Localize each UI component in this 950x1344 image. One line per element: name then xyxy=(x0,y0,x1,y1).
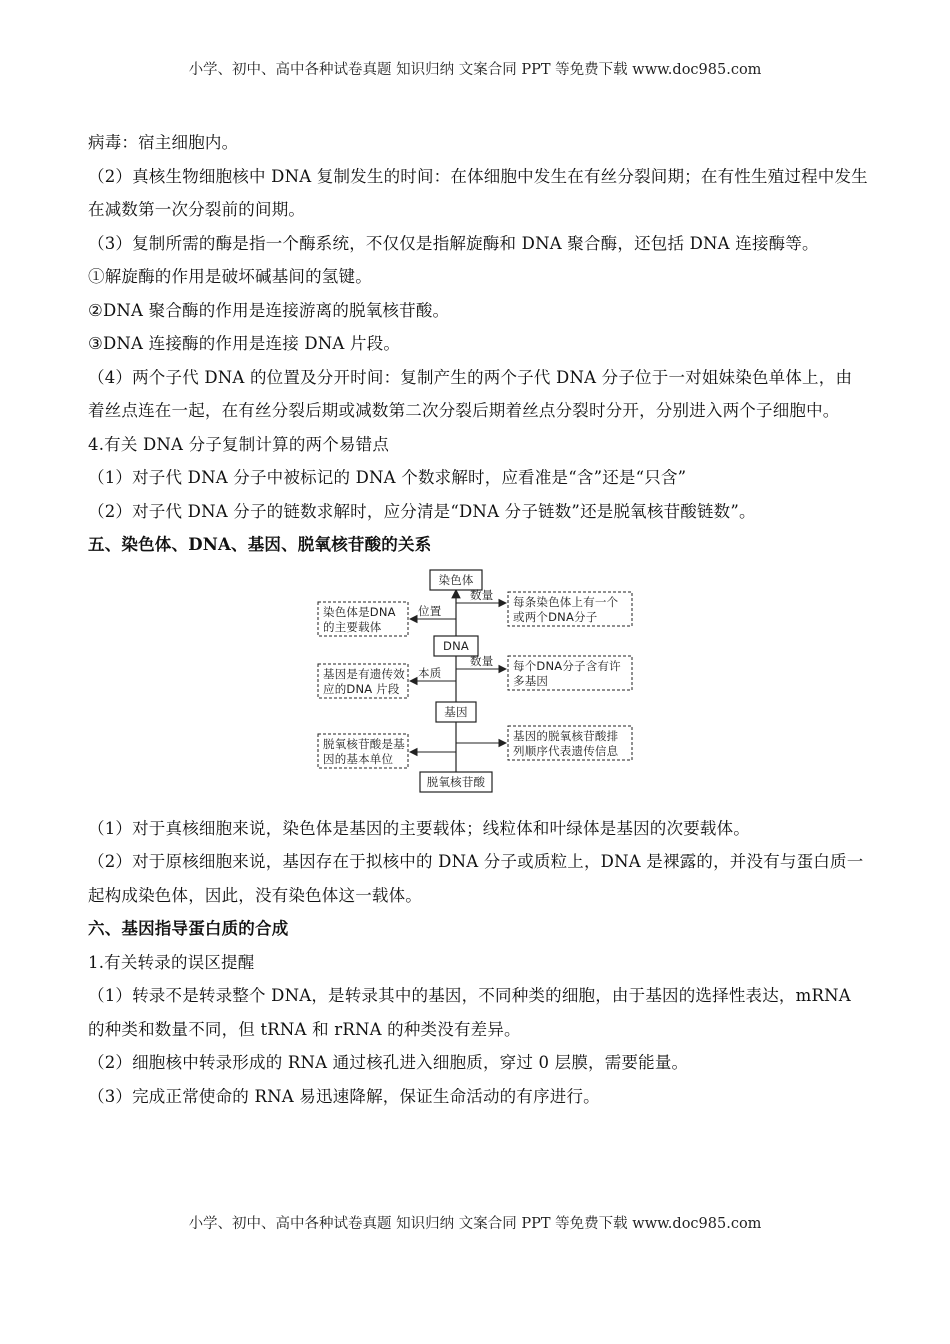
left-box-3-line-2: 因的基本单位 xyxy=(323,751,394,766)
left-box-1-line-1: 染色体是DNA xyxy=(323,604,396,619)
nucleotide-label: 脱氧核苷酸 xyxy=(426,774,486,789)
paragraph: 4.有关 DNA 分子复制计算的两个易错点 xyxy=(88,434,390,454)
section-heading-5: 五、染色体、DNA、基因、脱氧核苷酸的关系 xyxy=(88,535,432,554)
left-box-3-line-1: 脱氧核苷酸是基 xyxy=(323,736,405,751)
quantity-label-2: 数量 xyxy=(470,653,494,668)
paragraph: （2）真核生物细胞核中 DNA 复制发生的时间：在体细胞中发生在有丝分裂间期；在有性生殖过程中发生在减数第一次分裂前的间期。 xyxy=(88,166,868,219)
page-header: 小学、初中、高中各种试卷真题 知识归纳 文案合同 PPT 等免费下载 www.doc985.com xyxy=(188,62,762,78)
paragraph: （2）对于原核细胞来说，基因存在于拟核中的 DNA 分子或质粒上，DNA 是裸露的，并没有与蛋白质一起构成染色体，因此，没有染色体这一载体。 xyxy=(88,852,864,905)
paragraph: （3）完成正常使命的 RNA 易迅速降解，保证生命活动的有序进行。 xyxy=(88,1086,600,1106)
right-box-2-line-1: 每个DNA分子含有许 xyxy=(513,658,621,673)
quantity-label-1: 数量 xyxy=(470,587,494,602)
paragraph: （3）复制所需的酶是指一个酶系统，不仅仅是指解旋酶和 DNA 聚合酶，还包括 DNA 连接酶等。 xyxy=(88,233,819,253)
left-box-1-line-2: 的主要载体 xyxy=(323,619,382,634)
essence-label: 本质 xyxy=(418,665,442,680)
left-box-2-line-2: 应的DNA 片段 xyxy=(323,681,400,696)
document-body xyxy=(88,126,868,1113)
diagram-svg xyxy=(314,566,644,798)
section-heading-6: 六、基因指导蛋白质的合成 xyxy=(88,919,289,938)
paragraph: 1.有关转录的误区提醒 xyxy=(88,952,255,972)
right-box-1-line-2: 或两个DNA分子 xyxy=(513,609,598,624)
left-box-2-line-1: 基因是有遗传效 xyxy=(323,666,405,681)
paragraph: （1）对于真核细胞来说，染色体是基因的主要载体；线粒体和叶绿体是基因的次要载体。 xyxy=(88,818,750,838)
relationship-diagram xyxy=(88,566,868,806)
position-label: 位置 xyxy=(418,603,442,618)
right-box-2-line-2: 多基因 xyxy=(513,673,549,688)
page-footer: 小学、初中、高中各种试卷真题 知识归纳 文案合同 PPT 等免费下载 www.doc985.com xyxy=(188,1216,762,1232)
gene-label: 基因 xyxy=(444,704,468,719)
paragraph: （2）对子代 DNA 分子的链数求解时，应分清是“DNA 分子链数”还是脱氧核苷酸链数”。 xyxy=(88,501,756,521)
paragraph: （2）细胞核中转录形成的 RNA 通过核孔进入细胞质，穿过 0 层膜，需要能量。 xyxy=(88,1053,689,1072)
paragraph: 病毒：宿主细胞内。 xyxy=(88,133,239,152)
paragraph: （1）转录不是转录整个 DNA，是转录其中的基因，不同种类的细胞，由于基因的选择性表达，mRNA 的种类和数量不同，但 tRNA 和 rRNA 的种类没有差异。 xyxy=(88,986,851,1039)
right-box-3-line-2: 列顺序代表遗传信息 xyxy=(513,743,619,758)
paragraph: （1）对子代 DNA 分子中被标记的 DNA 个数求解时，应看准是“含”还是“只含” xyxy=(88,468,687,487)
chromosome-label: 染色体 xyxy=(438,572,474,587)
paragraph: ①解旋酶的作用是破坏碱基间的氢键。 xyxy=(88,267,372,286)
dna-label: DNA xyxy=(443,638,469,653)
right-box-1-line-1: 每条染色体上有一个 xyxy=(513,594,619,609)
paragraph: （4）两个子代 DNA 的位置及分开时间：复制产生的两个子代 DNA 分子位于一对姐妹染色单体上，由着丝点连在一起，在有丝分裂后期或减数第二次分裂后期着丝点分裂时分开，分别进入两个子细胞中。 xyxy=(88,367,853,420)
paragraph: ②DNA 聚合酶的作用是连接游离的脱氧核苷酸。 xyxy=(88,300,450,320)
paragraph: ③DNA 连接酶的作用是连接 DNA 片段。 xyxy=(88,334,401,353)
right-box-3-line-1: 基因的脱氧核苷酸排 xyxy=(513,728,619,743)
